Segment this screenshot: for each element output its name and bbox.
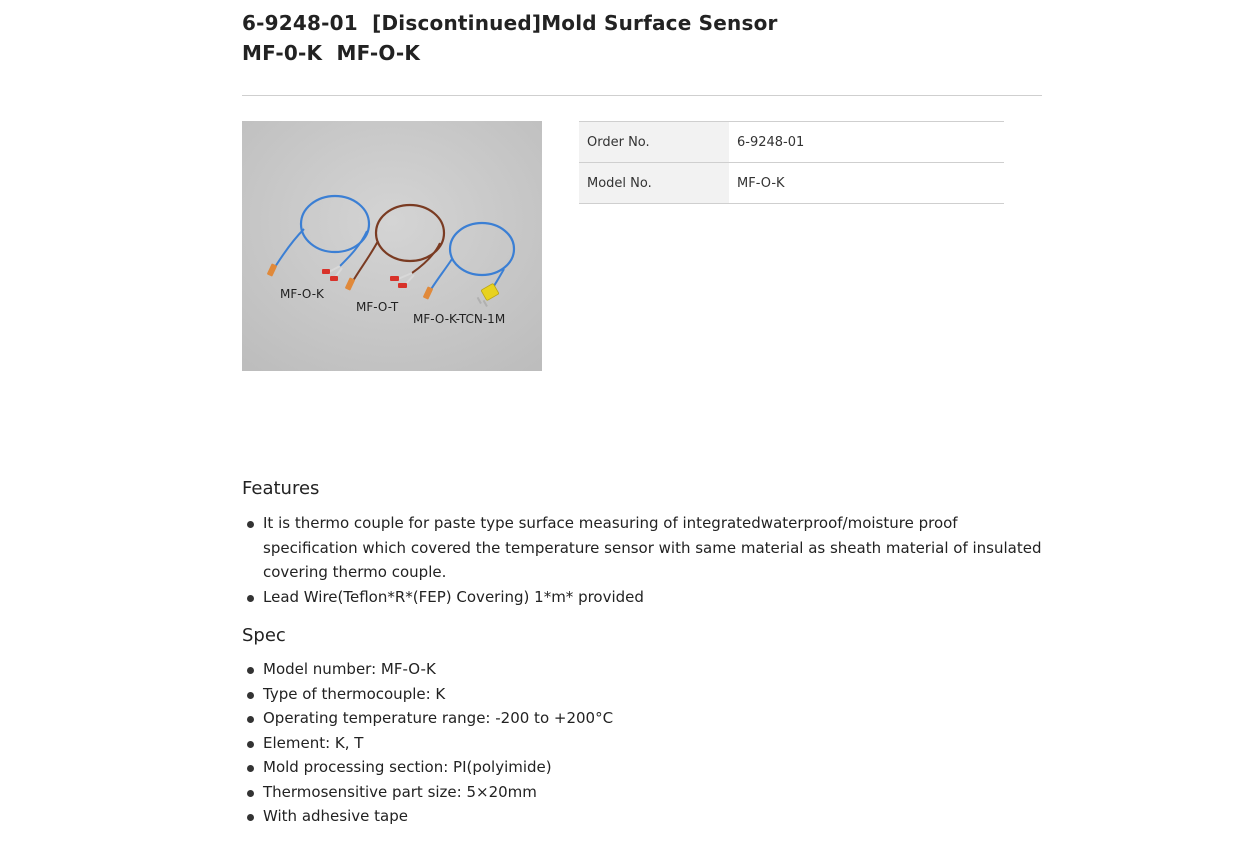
bullet-icon [247,765,254,772]
title-line-2 [242,38,1042,68]
list-item [242,511,1042,585]
feature-text: Lead Wire(Teflon*R*(FEP) Covering) 1*m* provided [263,587,644,606]
list-item [242,585,1042,610]
product-info-table [579,121,1004,204]
table-row [579,163,1004,204]
product-code: 6-9248-01 [242,11,358,35]
spec-text: With adhesive tape [263,807,408,825]
list-item [242,731,1042,756]
product-photo[interactable] [242,121,542,371]
list-item [242,706,1042,731]
bullet-icon [247,692,254,699]
list-item [242,755,1042,780]
table-row [579,122,1004,163]
spec-text: Operating temperature range: -200 to +200°C [263,709,614,727]
spec-text: Element: K, T [263,733,364,752]
feature-text: It is thermo couple for paste type surface measuring of integratedwaterproof/moisture proof specification which covered the temperature sensor with same material as sheath material of insulated covering thermo couple. [263,514,1042,581]
spec-heading: Spec [242,625,286,646]
title-divider [242,95,1042,96]
bullet-icon [247,716,254,723]
bullet-icon [247,814,254,821]
bullet-icon [247,521,254,528]
list-item [242,657,1042,682]
features-list [242,511,1042,609]
model-code-a: MF-0-K [242,41,323,65]
image-label-2: MF-O-T [356,300,399,314]
bullet-icon [247,741,254,748]
bullet-icon [247,667,254,674]
spec-text: Type of thermocouple: K [263,684,446,703]
image-label-3: MF-O-K-TCN-1M [413,312,506,326]
spec-text: Thermosensitive part size: 5×20mm [263,782,537,801]
order-no-value: 6-9248-01 [729,122,1004,163]
spec-text: Mold processing section: PI(polyimide) [263,758,552,776]
spec-text: Model number: MF-O-K [263,660,436,678]
order-no-label: Order No. [579,122,729,163]
list-item [242,780,1042,805]
list-item [242,804,1042,829]
product-name: [Discontinued]Mold Surface Sensor [372,11,778,35]
model-code-b: MF-O-K [336,41,421,65]
bullet-icon [247,790,254,797]
model-no-label: Model No. [579,163,729,204]
features-heading: Features [242,478,320,499]
bullet-icon [247,595,254,602]
page-title [242,8,1042,68]
spec-list [242,657,1042,829]
list-item [242,682,1042,707]
image-label-1: MF-O-K [280,287,324,301]
title-line-1 [242,8,1042,38]
model-no-value: MF-O-K [729,163,1004,204]
sensor-cables-illustration [242,121,542,371]
